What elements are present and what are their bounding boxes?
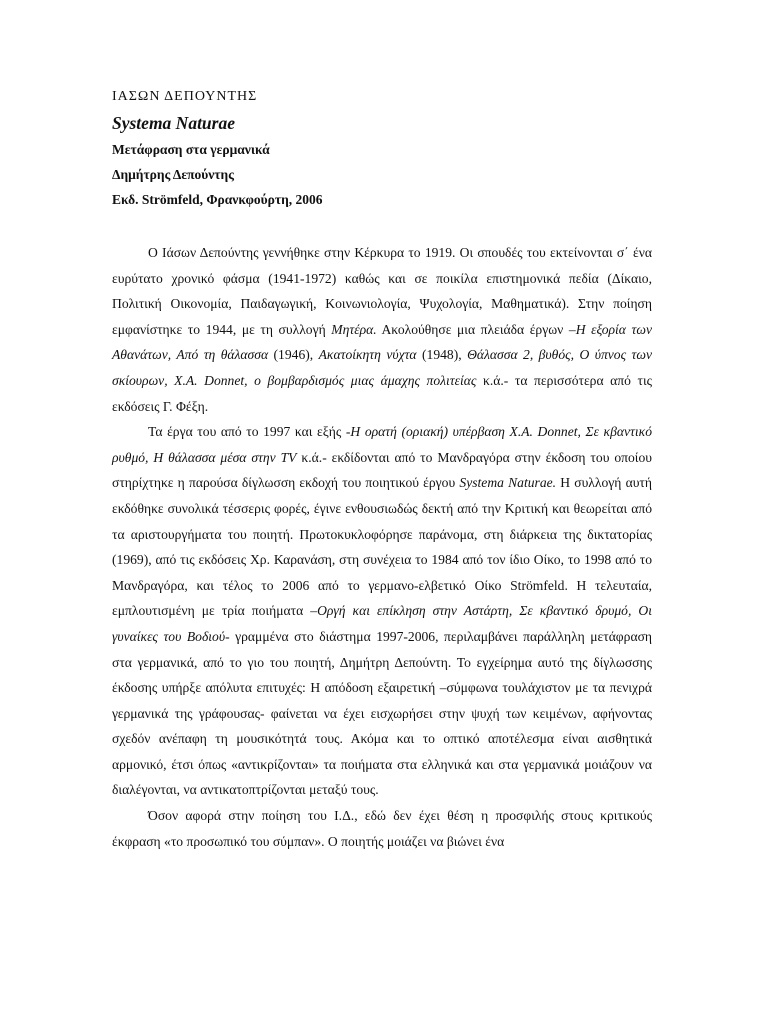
italic-text-run: Systema Naturae. <box>459 475 557 491</box>
document-page <box>112 84 652 854</box>
text-run: κ.ά.- εκδίδονται από το Μανδραγόρα στην έκδοση του οποίου στηρίχτηκε η παρούσα δίγλωσση εκδοχή του ποιητικού έργου <box>112 449 652 491</box>
italic-text-run: Θάλασσα 2, βυθός, Ο ύπνος των σκίουρων, Χ.Α. Donnet, ο βομβαρδισμός μιας άμαχης πολιτείας <box>112 347 653 388</box>
text-run: Η συλλογή αυτή εκδόθηκε συνολικά τέσσερις φορές, έγινε ενθουσιωδώς δεκτή από την Κριτική και θεωρείται από τα αριστουργήματα του ποιητή. Πρωτοκυκλοφόρησε παράνομα, στη διάρκεια της δικτατορίας (1969), από τις εκδόσεις Χρ. Καρανάση, στη συνέχεια το 1984 από τον ίδιο Οίκο, το 1998 από το Μανδραγόρα, και τέλος το 2006 από το γερμανο-ελβετικό Οίκο Strömfeld. Η τελευταία, εμπλουτισμένη με τρία ποιήματα – <box>112 475 652 619</box>
text-run: (1946), <box>268 347 319 363</box>
translator-name: Δημήτρης Δεπούντης <box>112 167 234 182</box>
italic-text-run: Η εξορία των Αθανάτων, Από τη θάλασσα <box>112 321 653 363</box>
italic-text-run: Η ορατή (οριακή) υπέρβαση Χ.Α. Donnet, Σε κβαντικό ρυθμό, Η θάλασσα μέσα στην TV <box>112 424 652 465</box>
italic-text-run: Οργή και επίκληση στην Αστάρτη, Σε κβαντικό δρυμό, Οι γυναίκες του Βοδιού <box>112 603 652 644</box>
text-run: Ο Ιάσων Δεπούντης γεννήθηκε στην Κέρκυρα το 1919. Οι σπουδές του εκτείνονται σ΄ ένα ευρύτατο χρονικό φάσμα (1941-1972) καθώς και σε ποικίλα επιστημονικά πεδία (Δίκαιο, Πολιτική Οικονομία, Παιδαγωγική, Κοινωνιολογία, Ψυχολογία, Μαθηματικά). Στην ποίηση εμφανίστηκε το 1944, με τη συλλογή <box>112 245 652 337</box>
header-spacer <box>112 212 652 240</box>
text-run: - γραμμένα στο διάστημα 1997-2006, περιλαμβάνει παράλληλη μετάφραση στα γερμανικά, από το γιο του ποιητή, Δημήτρη Δεπούντη. Το εγχείρημα αυτό της δίγλωσσης έκδοσης υπήρξε απόλυτα επιτυχές: Η απόδοση εξαιρετική –σύμφωνα τουλάχιστον με τα πενιχρά γερμανικά της γράφουσας- φαίνεται να έχει εισχωρήσει στην ψυχή των κειμένων, αφήνοντας σχεδόν ανέπαφη τη μουσικότητά τους. Ακόμα και το οπτικό αποτέλεσμα είναι αισθητικά αρμονικό, έτσι όπως «αντικρίζονται» τα ποιήματα στα ελληνικά και στα γερμανικά μοιάζουν να διαλέγονται, να αντικατοπτρίζονται μεταξύ τους. <box>112 628 652 798</box>
translation-note: Μετάφραση στα γερμανικά <box>112 142 270 157</box>
author-name: ΙΑΣΩΝ ΔΕΠΟΥΝΤΗΣ <box>112 89 258 104</box>
text-run: Όσον αφορά στην ποίηση του Ι.Δ., εδώ δεν έχει θέση η προσφιλής στους κριτικούς έκφραση «το προσωπικό του σύμπαν». Ο ποιητής μοιάζει να βιώνει ένα <box>112 808 652 849</box>
publisher-info: Εκδ. Strömfeld, Φρανκφούρτη, 2006 <box>112 192 323 207</box>
body-paragraph <box>112 803 652 854</box>
text-run: Ακολούθησε μια πλειάδα έργων – <box>376 321 576 337</box>
text-run: κ.ά.- τα περισσότερα από τις εκδόσεις Γ. Φέξη. <box>112 372 652 414</box>
body-paragraph <box>112 419 652 803</box>
text-run: (1948), <box>416 347 468 363</box>
book-title: Systema Naturae <box>112 113 235 133</box>
body-text <box>112 240 652 854</box>
text-run: Τα έργα του από το 1997 και εξής - <box>148 424 351 440</box>
italic-text-run: Ακατοίκητη νύχτα <box>318 347 417 363</box>
body-paragraph <box>112 240 652 419</box>
italic-text-run: Μητέρα. <box>331 321 377 337</box>
